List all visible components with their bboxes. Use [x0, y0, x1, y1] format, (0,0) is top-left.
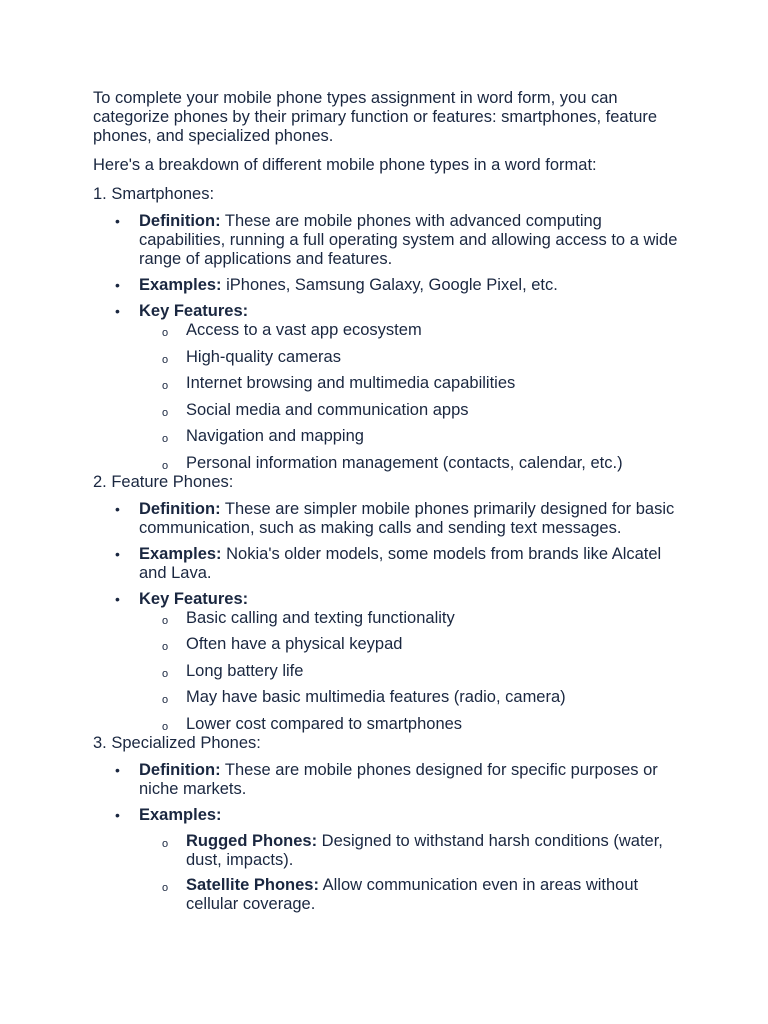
- bullet-icon: •: [115, 545, 120, 562]
- list-item: [93, 761, 683, 799]
- example-text: Allow communication even in areas without cellular coverage.: [186, 875, 639, 913]
- specialized-phones-bullet-list: [93, 761, 683, 914]
- example-text: Designed to withstand harsh conditions (water, dust, impacts).: [186, 831, 663, 869]
- sub-bullet-icon: o: [162, 327, 169, 339]
- feature-item: o Basic calling and texting functionality: [139, 609, 683, 628]
- examples-label: Examples:: [139, 544, 222, 563]
- feature-item: o Access to a vast app ecosystem: [139, 321, 683, 340]
- smartphones-bullet-list: [93, 212, 683, 473]
- feature-item: o Lower cost compared to smartphones: [139, 715, 683, 734]
- sub-bullet-icon: o: [162, 406, 169, 419]
- feature-item: o Personal information management (contacts, calendar, etc.): [139, 454, 683, 473]
- bullet-icon: •: [115, 761, 120, 778]
- key-features-list: [139, 609, 683, 734]
- examples-text: iPhones, Samsung Galaxy, Google Pixel, etc.: [221, 276, 558, 294]
- sub-bullet-icon: o: [162, 641, 169, 653]
- sub-bullet-icon: o: [162, 614, 169, 627]
- key-features-list: [139, 321, 683, 473]
- definition-label: Definition:: [139, 760, 221, 779]
- examples-text: Nokia's older models, some models from brands like Alcatel and Lava.: [139, 544, 662, 582]
- definition-label: Definition:: [139, 499, 221, 518]
- list-item: [93, 545, 683, 583]
- definition-text: These are simpler mobile phones primarily designed for basic communication, such as making calls and sending text messages.: [139, 499, 675, 537]
- feature-item: o Social media and communication apps: [139, 401, 683, 420]
- list-item: [93, 212, 683, 269]
- feature-item: o Navigation and mapping: [139, 427, 683, 446]
- list-item: [93, 500, 683, 538]
- section-heading-smartphones: 1. Smartphones:: [93, 185, 215, 203]
- section-heading-specialized-phones: 3. Specialized Phones:: [93, 733, 261, 752]
- lead-paragraph: Here's a breakdown of different mobile phone types in a word format:: [93, 156, 597, 174]
- feature-item: o Internet browsing and multimedia capabilities: [139, 374, 683, 393]
- feature-item: o May have basic multimedia features (radio, camera): [139, 688, 683, 707]
- sub-bullet-icon: o: [162, 694, 169, 706]
- key-features-label: Key Features:: [139, 302, 249, 320]
- bullet-icon: •: [115, 500, 120, 517]
- example-item: [139, 876, 683, 914]
- example-item: [139, 832, 683, 870]
- intro-paragraph: To complete your mobile phone types assignment in word form, you can categorize phones by their primary function or features: smartphones, feature phones, and specialized phones.: [93, 89, 658, 145]
- bullet-icon: •: [115, 277, 120, 293]
- bullet-icon: •: [115, 806, 120, 823]
- sub-bullet-icon: o: [162, 837, 169, 850]
- examples-list: [139, 832, 683, 914]
- feature-item: o Often have a physical keypad: [139, 635, 683, 654]
- sub-bullet-icon: o: [162, 380, 169, 392]
- list-item: [93, 276, 683, 295]
- feature-item: o High-quality cameras: [139, 348, 683, 367]
- list-item: [93, 806, 683, 914]
- example-label: Satellite Phones:: [186, 875, 319, 894]
- examples-label: Examples:: [139, 805, 222, 824]
- example-label: Rugged Phones:: [186, 831, 318, 850]
- key-features-label: Key Features:: [139, 589, 249, 608]
- sub-bullet-icon: o: [162, 459, 169, 472]
- sub-bullet-icon: o: [162, 720, 169, 733]
- sub-bullet-icon: o: [162, 881, 169, 894]
- definition-text: These are mobile phones with advanced computing capabilities, running a full operating system and allowing access to a wide range of applications and features.: [139, 212, 678, 268]
- list-item: [93, 302, 683, 473]
- bullet-icon: •: [115, 590, 120, 607]
- document-body: [93, 89, 683, 920]
- examples-label: Examples:: [139, 276, 222, 294]
- sub-bullet-icon: o: [162, 667, 169, 680]
- bullet-icon: •: [115, 303, 120, 319]
- definition-label: Definition:: [139, 212, 221, 230]
- list-item: [93, 590, 683, 734]
- definition-text: These are mobile phones designed for specific purposes or niche markets.: [139, 760, 658, 798]
- bullet-icon: •: [115, 213, 120, 229]
- sub-bullet-icon: o: [162, 433, 169, 445]
- feature-phones-bullet-list: [93, 500, 683, 734]
- feature-item: o Long battery life: [139, 662, 683, 681]
- section-heading-feature-phones: 2. Feature Phones:: [93, 472, 234, 491]
- sub-bullet-icon: o: [162, 353, 169, 366]
